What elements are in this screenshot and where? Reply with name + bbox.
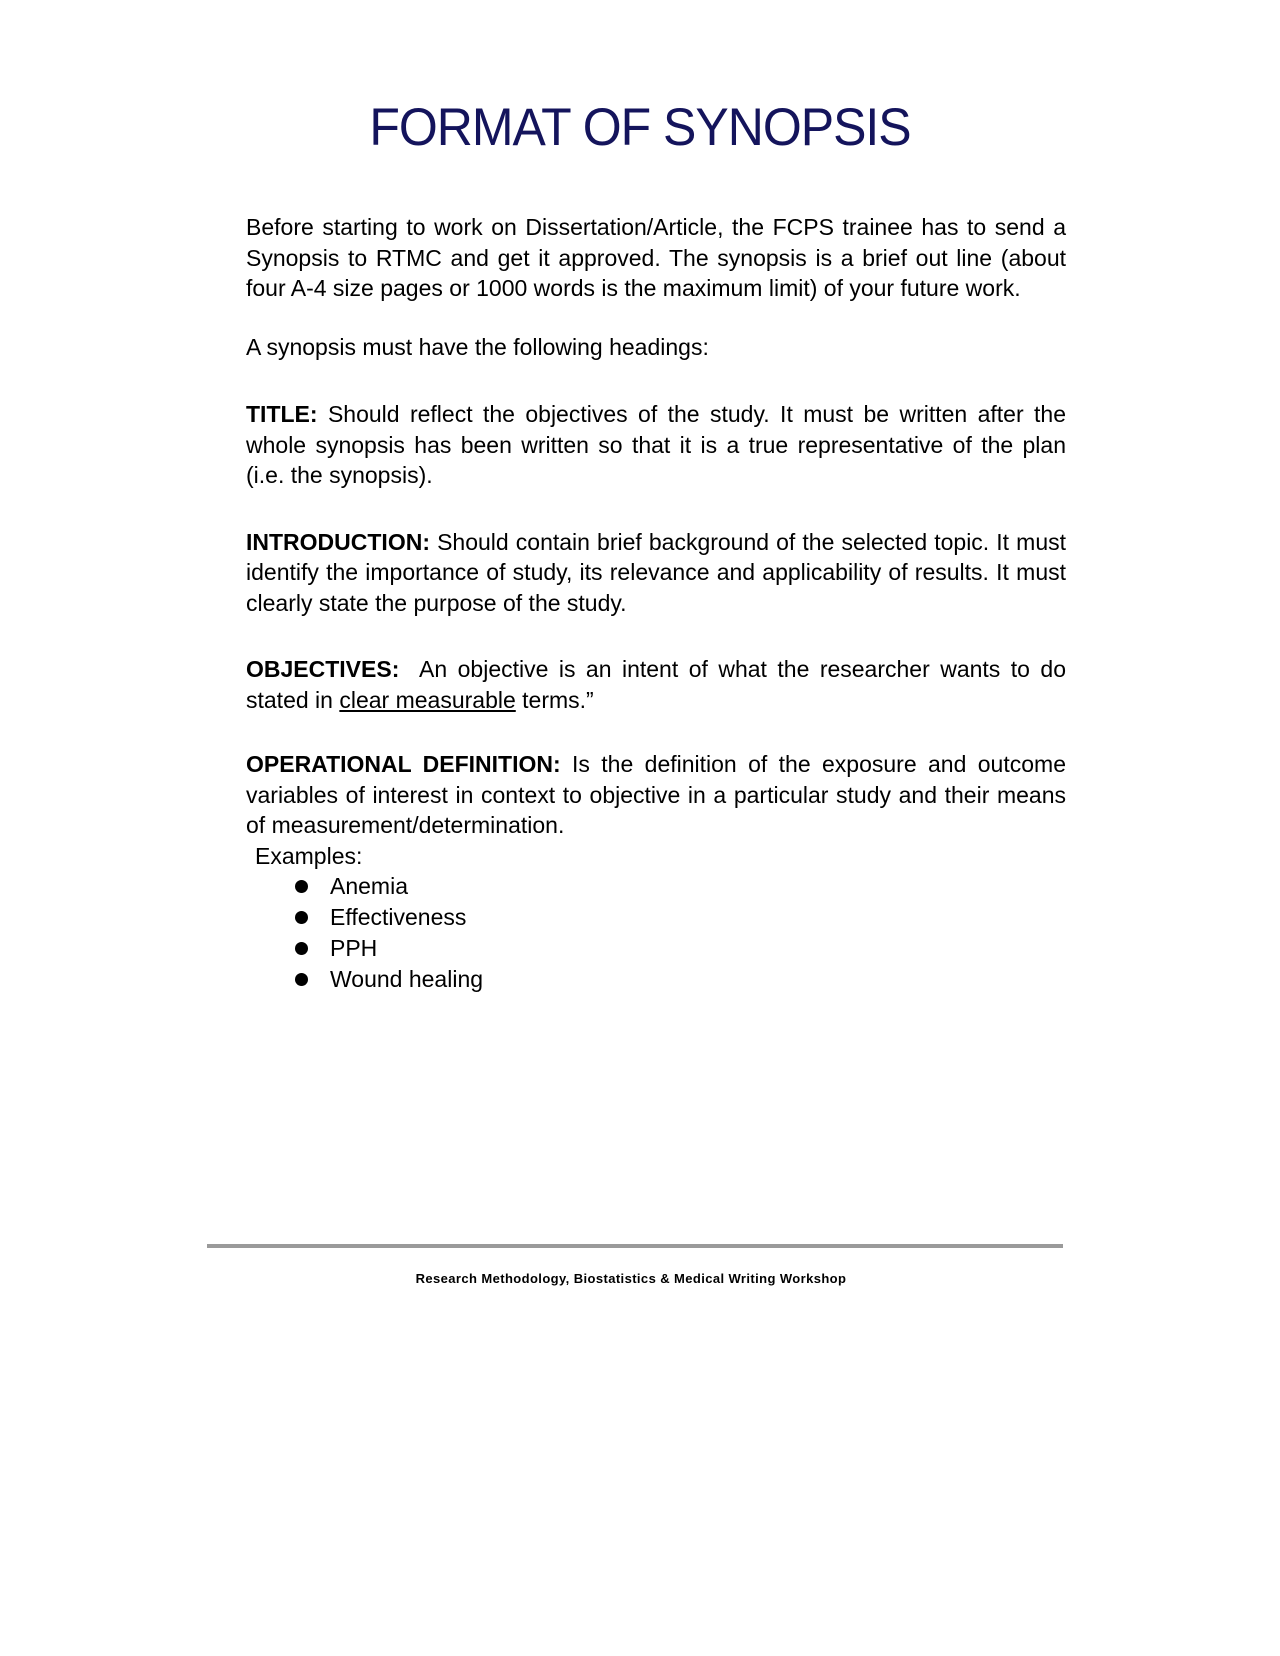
bullet-icon [295, 911, 308, 924]
section-heading-operational-definition: OPERATIONAL DEFINITION: [246, 751, 561, 777]
footer-text: Research Methodology, Biostatistics & Medical Writing Workshop [415, 1271, 847, 1286]
section-body-introduction: Should contain brief background of the selected topic. It must identify the importance of study, its relevance and applicability of results. It must clearly state the purpose of the study. [246, 528, 1066, 616]
headings-intro: A synopsis must have the following headings: [246, 333, 709, 360]
section-introduction [246, 527, 1066, 619]
example-label: PPH [330, 935, 378, 961]
page-title: FORMAT OF SYNOPSIS [369, 97, 911, 157]
section-objectives [246, 654, 1073, 715]
examples-list [246, 871, 1066, 995]
section-body-operational-definition: Is the definition of the exposure and outcome variables of interest in context to objective in a particular study and their means of measurement/determination. [246, 751, 1066, 838]
document-body [246, 212, 1073, 995]
examples-label: Examples: [255, 842, 363, 869]
intro-paragraph: Before starting to work on Dissertation/Article, the FCPS trainee has to send a Synopsis to RTMC and get it approved. The synopsis is a brief out line (about four A-4 size pages or 1000 words is the maximum limit) of your future work. [246, 214, 1066, 301]
section-title [246, 399, 1066, 491]
footer-divider [207, 1244, 1063, 1248]
section-body-objectives-after: terms.” [515, 686, 594, 713]
bullet-icon [295, 973, 308, 986]
example-label: Anemia [330, 873, 408, 899]
list-item [246, 871, 1066, 902]
section-heading-title: TITLE: [246, 401, 318, 427]
list-item [246, 933, 1066, 964]
section-body-objectives-before: An objective is an intent of what the researcher wants to do stated in [246, 656, 1073, 713]
section-body-objectives-underlined: clear measurable [339, 686, 516, 713]
section-heading-introduction: INTRODUCTION: [246, 528, 430, 555]
list-item [246, 964, 1066, 995]
example-label: Wound healing [330, 966, 484, 992]
bullet-icon [295, 942, 308, 955]
list-item [246, 902, 1066, 933]
section-operational-definition [246, 749, 1066, 841]
section-body-title: Should reflect the objectives of the study. It must be written after the whole synopsis has been written so that it is a true representative of the plan (i.e. the synopsis). [246, 401, 1066, 488]
bullet-icon [295, 880, 308, 893]
section-heading-objectives: OBJECTIVES: [246, 656, 400, 682]
example-label: Effectiveness [330, 904, 467, 930]
